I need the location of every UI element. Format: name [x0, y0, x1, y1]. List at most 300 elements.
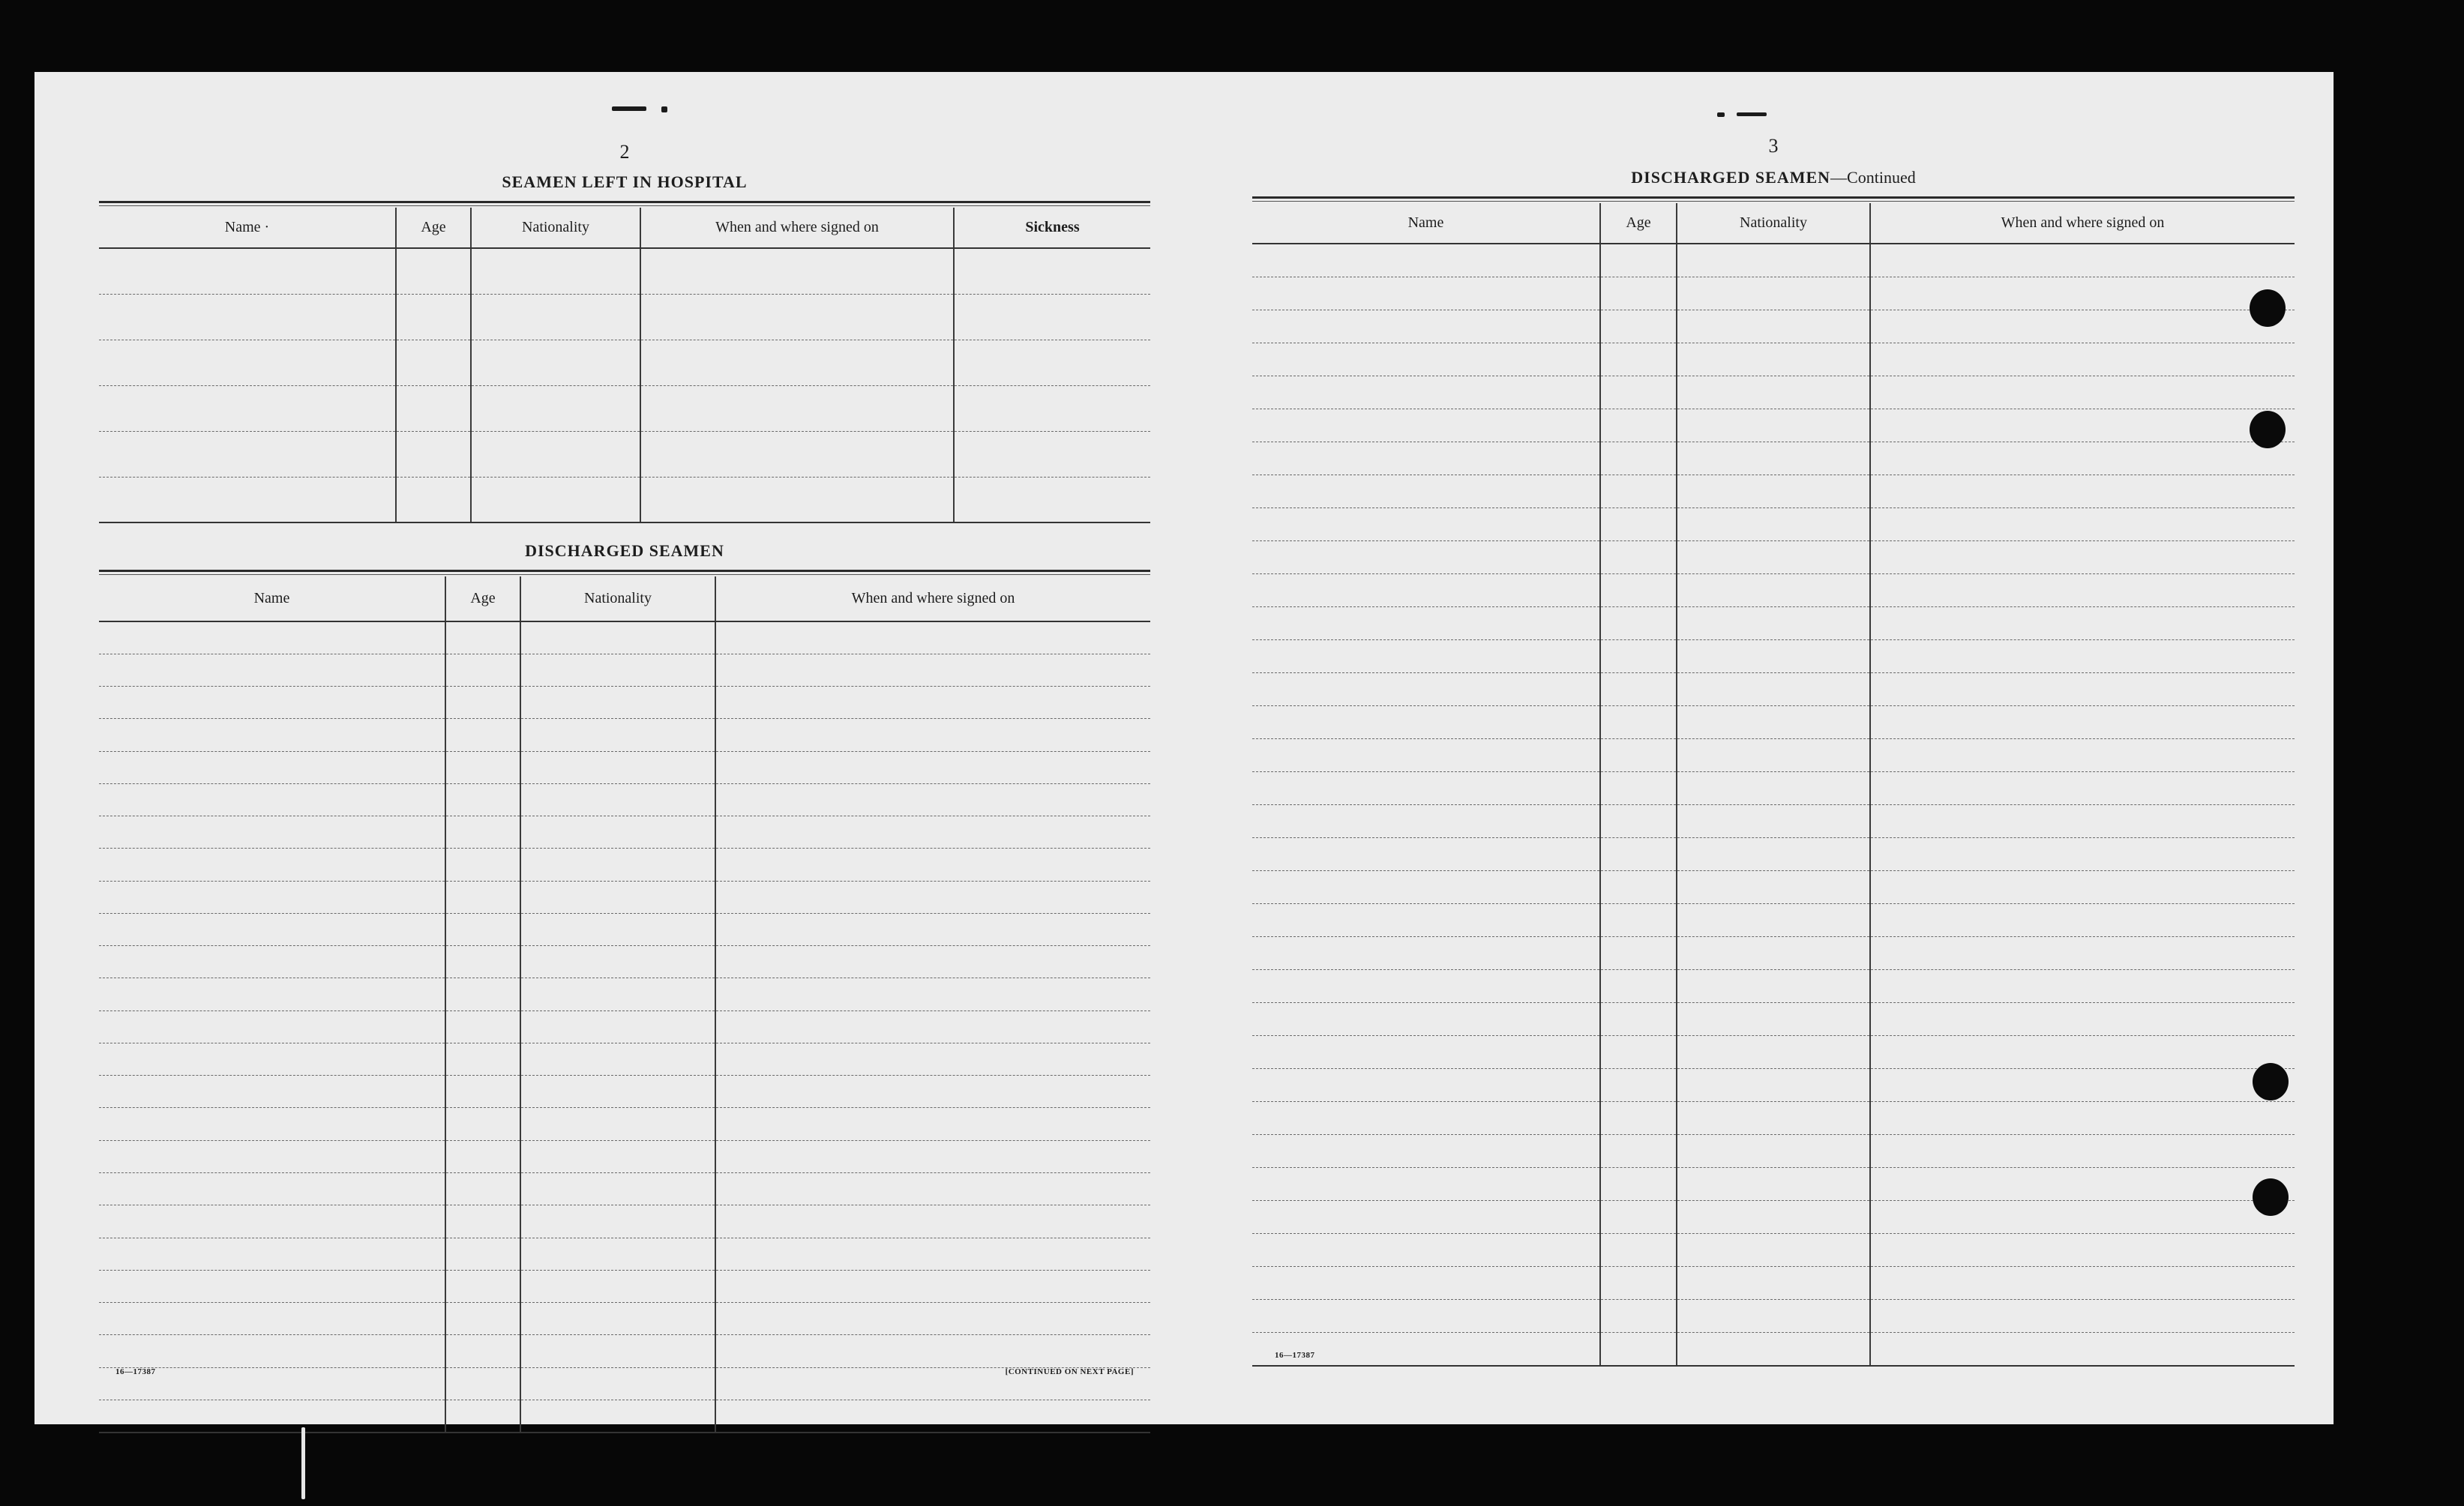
table-cell	[1677, 1300, 1870, 1333]
table-cell	[715, 654, 1150, 686]
table-row	[1252, 771, 2295, 804]
table-cell	[715, 719, 1150, 751]
table-cell	[520, 1400, 715, 1433]
table-cell	[640, 477, 954, 522]
table-cell	[445, 849, 520, 881]
table-row	[1252, 507, 2295, 540]
table-cell	[471, 385, 640, 431]
table-row	[1252, 837, 2295, 870]
ink-smudge	[1737, 112, 1767, 116]
table-cell	[1252, 672, 1600, 705]
table-cell	[1252, 277, 1600, 310]
table-cell	[1870, 804, 2295, 837]
table-cell	[1677, 1200, 1870, 1233]
table-cell	[1677, 540, 1870, 573]
table-cell	[640, 385, 954, 431]
table-cell	[1600, 606, 1677, 639]
table-cell	[396, 385, 471, 431]
table-cell	[1252, 1068, 1600, 1101]
table-cell	[1870, 1333, 2295, 1366]
table-cell	[1600, 540, 1677, 573]
table-cell	[99, 881, 445, 913]
table-cell	[1677, 310, 1870, 343]
table-cell	[1677, 969, 1870, 1002]
table-cell	[1252, 475, 1600, 507]
table-cell	[520, 1238, 715, 1270]
table-cell	[99, 1335, 445, 1367]
table-cell	[1252, 573, 1600, 606]
discharged-table	[99, 576, 1150, 1433]
table-cell	[1870, 771, 2295, 804]
column-header-nationality: Nationality	[471, 208, 640, 248]
table-cell	[445, 687, 520, 719]
table-cell	[1870, 573, 2295, 606]
table-cell	[1870, 1233, 2295, 1266]
table-row	[99, 687, 1150, 719]
table-cell	[1600, 507, 1677, 540]
table-cell	[954, 385, 1150, 431]
table-cell	[1677, 837, 1870, 870]
table-cell	[99, 385, 396, 431]
table-row	[1252, 376, 2295, 409]
table-row	[1252, 804, 2295, 837]
section-title: DISCHARGED SEAMEN	[1631, 168, 1831, 187]
discharged-rows	[99, 621, 1150, 1433]
table-cell	[520, 621, 715, 654]
table-cell	[1870, 343, 2295, 376]
title-rule	[99, 201, 1150, 203]
table-cell	[99, 1303, 445, 1335]
table-cell	[1870, 1300, 2295, 1333]
table-cell	[1870, 1035, 2295, 1068]
table-cell	[1252, 837, 1600, 870]
table-row	[1252, 606, 2295, 639]
table-row	[99, 1173, 1150, 1205]
table-cell	[715, 881, 1150, 913]
table-cell	[520, 946, 715, 978]
table-cell	[1870, 1101, 2295, 1134]
table-cell	[445, 1335, 520, 1367]
table-cell	[520, 751, 715, 783]
table-cell	[1600, 475, 1677, 507]
table-cell	[1677, 1068, 1870, 1101]
table-row	[99, 1043, 1150, 1075]
table-cell	[1600, 244, 1677, 277]
column-header-signed-on: When and where signed on	[1870, 203, 2295, 244]
table-cell	[640, 248, 954, 294]
table-row	[99, 816, 1150, 849]
table-cell	[1600, 1333, 1677, 1366]
table-cell	[520, 849, 715, 881]
table-cell	[520, 913, 715, 945]
table-cell	[715, 1043, 1150, 1075]
table-row	[99, 1270, 1150, 1302]
table-cell	[1677, 639, 1870, 672]
table-cell	[715, 1400, 1150, 1433]
table-cell	[520, 1367, 715, 1400]
table-cell	[1252, 1266, 1600, 1299]
table-cell	[715, 687, 1150, 719]
table-cell	[1870, 969, 2295, 1002]
form-number: 16—17387	[1275, 1351, 1315, 1360]
table-cell	[1252, 310, 1600, 343]
column-header-sickness: Sickness	[954, 208, 1150, 248]
table-cell	[1252, 1167, 1600, 1200]
table-row	[1252, 738, 2295, 771]
column-header-age: Age	[396, 208, 471, 248]
column-header-signed-on: When and where signed on	[715, 576, 1150, 621]
discharged-header-row	[99, 576, 1150, 621]
table-cell	[1600, 409, 1677, 442]
table-cell	[445, 1205, 520, 1238]
table-cell	[1252, 639, 1600, 672]
table-row	[99, 1010, 1150, 1043]
table-row	[1252, 1002, 2295, 1035]
table-row	[99, 1400, 1150, 1433]
table-row	[1252, 1333, 2295, 1366]
column-header-signed-on: When and where signed on	[640, 208, 954, 248]
table-row	[99, 1205, 1150, 1238]
table-cell	[99, 1173, 445, 1205]
table-row	[1252, 1200, 2295, 1233]
table-cell	[445, 913, 520, 945]
table-row	[1252, 277, 2295, 310]
table-row	[1252, 1167, 2295, 1200]
table-cell	[445, 1400, 520, 1433]
table-cell	[520, 1010, 715, 1043]
table-cell	[1600, 936, 1677, 969]
table-cell	[445, 1173, 520, 1205]
table-cell	[1870, 540, 2295, 573]
table-cell	[1677, 1233, 1870, 1266]
continued-rows	[1252, 244, 2295, 1366]
table-cell	[1600, 870, 1677, 903]
table-cell	[1870, 870, 2295, 903]
table-cell	[99, 783, 445, 816]
table-cell	[1870, 1200, 2295, 1233]
table-row	[1252, 639, 2295, 672]
table-cell	[520, 881, 715, 913]
table-cell	[954, 477, 1150, 522]
ink-smudge	[1717, 112, 1725, 117]
table-cell	[1252, 1233, 1600, 1266]
table-cell	[1252, 1002, 1600, 1035]
table-cell	[715, 1140, 1150, 1172]
table-cell	[1677, 244, 1870, 277]
table-cell	[99, 621, 445, 654]
table-cell	[396, 431, 471, 477]
table-cell	[1870, 936, 2295, 969]
table-cell	[715, 849, 1150, 881]
table-cell	[1677, 475, 1870, 507]
table-cell	[396, 294, 471, 340]
table-cell	[1870, 1266, 2295, 1299]
table-cell	[640, 294, 954, 340]
table-cell	[1677, 343, 1870, 376]
table-cell	[99, 477, 396, 522]
table-cell	[1252, 969, 1600, 1002]
title-rule	[99, 574, 1150, 575]
punch-hole	[2250, 411, 2286, 448]
table-row	[99, 719, 1150, 751]
table-row	[1252, 442, 2295, 475]
table-cell	[1677, 1101, 1870, 1134]
table-cell	[1870, 409, 2295, 442]
table-cell	[445, 1010, 520, 1043]
table-cell	[1677, 804, 1870, 837]
table-cell	[1677, 672, 1870, 705]
table-cell	[1677, 1167, 1870, 1200]
table-cell	[445, 1043, 520, 1075]
table-cell	[1600, 804, 1677, 837]
table-cell	[1677, 507, 1870, 540]
title-rule	[99, 570, 1150, 572]
column-header-age: Age	[445, 576, 520, 621]
table-cell	[1677, 1333, 1870, 1366]
table-cell	[396, 340, 471, 385]
table-cell	[715, 1076, 1150, 1108]
table-row	[1252, 705, 2295, 738]
table-cell	[1252, 705, 1600, 738]
table-cell	[99, 1270, 445, 1302]
table-cell	[1677, 903, 1870, 936]
table-cell	[1600, 1200, 1677, 1233]
table-cell	[1600, 969, 1677, 1002]
table-row	[99, 849, 1150, 881]
table-cell	[1252, 870, 1600, 903]
table-row	[99, 978, 1150, 1010]
table-cell	[445, 1270, 520, 1302]
table-cell	[445, 816, 520, 849]
column-header-name: Name ·	[99, 208, 396, 248]
table-cell	[1677, 573, 1870, 606]
table-row	[99, 654, 1150, 686]
table-cell	[1870, 1002, 2295, 1035]
table-cell	[715, 1238, 1150, 1270]
table-cell	[1252, 442, 1600, 475]
table-cell	[715, 621, 1150, 654]
table-cell	[445, 1076, 520, 1108]
table-cell	[1677, 870, 1870, 903]
right-page	[1252, 72, 2295, 1424]
table-row	[1252, 343, 2295, 376]
table-cell	[1252, 1134, 1600, 1167]
scanned-sheet	[34, 72, 2334, 1424]
table-cell	[520, 1076, 715, 1108]
table-cell	[1600, 277, 1677, 310]
title-rule	[99, 205, 1150, 206]
table-row	[1252, 1300, 2295, 1333]
table-cell	[1600, 310, 1677, 343]
table-row	[1252, 672, 2295, 705]
table-cell	[445, 1238, 520, 1270]
table-cell	[715, 816, 1150, 849]
table-cell	[1252, 936, 1600, 969]
table-cell	[520, 1205, 715, 1238]
table-row	[1252, 475, 2295, 507]
table-cell	[99, 978, 445, 1010]
table-cell	[1600, 639, 1677, 672]
table-row	[1252, 1266, 2295, 1299]
table-cell	[1600, 672, 1677, 705]
table-row	[99, 1335, 1150, 1367]
page-number: 2	[619, 141, 630, 163]
continued-label: —Continued	[1830, 168, 1916, 187]
table-cell	[520, 654, 715, 686]
table-cell	[715, 1205, 1150, 1238]
table-cell	[99, 294, 396, 340]
table-cell	[1677, 1035, 1870, 1068]
hospital-rows	[99, 248, 1150, 522]
table-row	[99, 294, 1150, 340]
table-row	[99, 1076, 1150, 1108]
table-row	[1252, 540, 2295, 573]
table-cell	[445, 719, 520, 751]
continued-table	[1252, 203, 2295, 1367]
table-cell	[1252, 903, 1600, 936]
table-row	[99, 477, 1150, 522]
table-row	[1252, 409, 2295, 442]
table-cell	[520, 687, 715, 719]
table-cell	[1600, 1134, 1677, 1167]
table-cell	[715, 1303, 1150, 1335]
left-page	[99, 72, 1150, 1424]
table-row	[1252, 969, 2295, 1002]
table-cell	[1600, 1266, 1677, 1299]
table-row	[99, 913, 1150, 945]
table-cell	[715, 913, 1150, 945]
table-cell	[640, 431, 954, 477]
scan-artefact	[301, 1427, 305, 1499]
table-cell	[471, 294, 640, 340]
table-row	[1252, 903, 2295, 936]
table-cell	[471, 340, 640, 385]
punch-hole	[2253, 1063, 2289, 1100]
table-cell	[1677, 376, 1870, 409]
continued-header-row	[1252, 203, 2295, 244]
table-cell	[445, 1108, 520, 1140]
table-cell	[1600, 738, 1677, 771]
punch-hole	[2253, 1178, 2289, 1216]
table-cell	[471, 477, 640, 522]
table-row	[99, 248, 1150, 294]
table-cell	[1677, 606, 1870, 639]
table-row	[1252, 1134, 2295, 1167]
table-row	[1252, 1101, 2295, 1134]
table-row	[1252, 1068, 2295, 1101]
table-cell	[1252, 1300, 1600, 1333]
table-cell	[1600, 903, 1677, 936]
table-cell	[396, 477, 471, 522]
table-cell	[520, 978, 715, 1010]
table-cell	[1677, 936, 1870, 969]
table-cell	[445, 751, 520, 783]
table-cell	[1677, 409, 1870, 442]
table-cell	[1252, 771, 1600, 804]
table-cell	[1252, 507, 1600, 540]
hospital-section-title: SEAMEN LEFT IN HOSPITAL	[502, 172, 748, 191]
table-cell	[99, 1205, 445, 1238]
table-cell	[715, 1108, 1150, 1140]
table-cell	[1600, 573, 1677, 606]
table-cell	[445, 1367, 520, 1400]
table-cell	[99, 1076, 445, 1108]
table-cell	[99, 431, 396, 477]
table-cell	[99, 719, 445, 751]
table-cell	[445, 621, 520, 654]
form-number: 16—17387	[115, 1367, 156, 1376]
table-cell	[715, 1335, 1150, 1367]
punch-hole	[2250, 289, 2286, 327]
table-cell	[1677, 442, 1870, 475]
table-cell	[99, 816, 445, 849]
column-header-nationality: Nationality	[520, 576, 715, 621]
table-cell	[1600, 343, 1677, 376]
table-cell	[1600, 1300, 1677, 1333]
hospital-header-row	[99, 208, 1150, 248]
table-cell	[520, 1303, 715, 1335]
table-cell	[954, 431, 1150, 477]
table-cell	[520, 1140, 715, 1172]
table-cell	[1600, 1101, 1677, 1134]
table-cell	[520, 783, 715, 816]
title-rule	[1252, 201, 2295, 202]
table-cell	[99, 1400, 445, 1433]
table-cell	[640, 340, 954, 385]
table-cell	[1252, 1101, 1600, 1134]
table-cell	[99, 1238, 445, 1270]
table-row	[99, 340, 1150, 385]
table-row	[1252, 244, 2295, 277]
table-cell	[1600, 1167, 1677, 1200]
table-row	[1252, 1233, 2295, 1266]
table-cell	[954, 294, 1150, 340]
table-cell	[1677, 705, 1870, 738]
discharged-continued-title	[1252, 168, 2295, 187]
table-cell	[99, 1043, 445, 1075]
column-header-nationality: Nationality	[1677, 203, 1870, 244]
table-row	[99, 1367, 1150, 1400]
table-cell	[1600, 837, 1677, 870]
table-cell	[471, 431, 640, 477]
table-cell	[445, 783, 520, 816]
column-header-name: Name	[99, 576, 445, 621]
table-cell	[715, 751, 1150, 783]
table-cell	[1252, 540, 1600, 573]
table-cell	[1600, 1035, 1677, 1068]
table-cell	[1870, 310, 2295, 343]
table-row	[1252, 573, 2295, 606]
table-cell	[1870, 277, 2295, 310]
table-cell	[520, 1173, 715, 1205]
table-cell	[715, 1173, 1150, 1205]
table-cell	[1252, 1035, 1600, 1068]
continued-note: [CONTINUED ON NEXT PAGE]	[1005, 1367, 1134, 1376]
table-cell	[1252, 1200, 1600, 1233]
table-cell	[1870, 442, 2295, 475]
column-header-age: Age	[1600, 203, 1677, 244]
title-rule	[1252, 196, 2295, 199]
table-cell	[1870, 244, 2295, 277]
table-cell	[445, 1140, 520, 1172]
table-cell	[1870, 903, 2295, 936]
table-cell	[1252, 738, 1600, 771]
table-cell	[99, 1010, 445, 1043]
table-cell	[445, 978, 520, 1010]
table-cell	[1677, 277, 1870, 310]
table-row	[1252, 870, 2295, 903]
table-cell	[99, 340, 396, 385]
